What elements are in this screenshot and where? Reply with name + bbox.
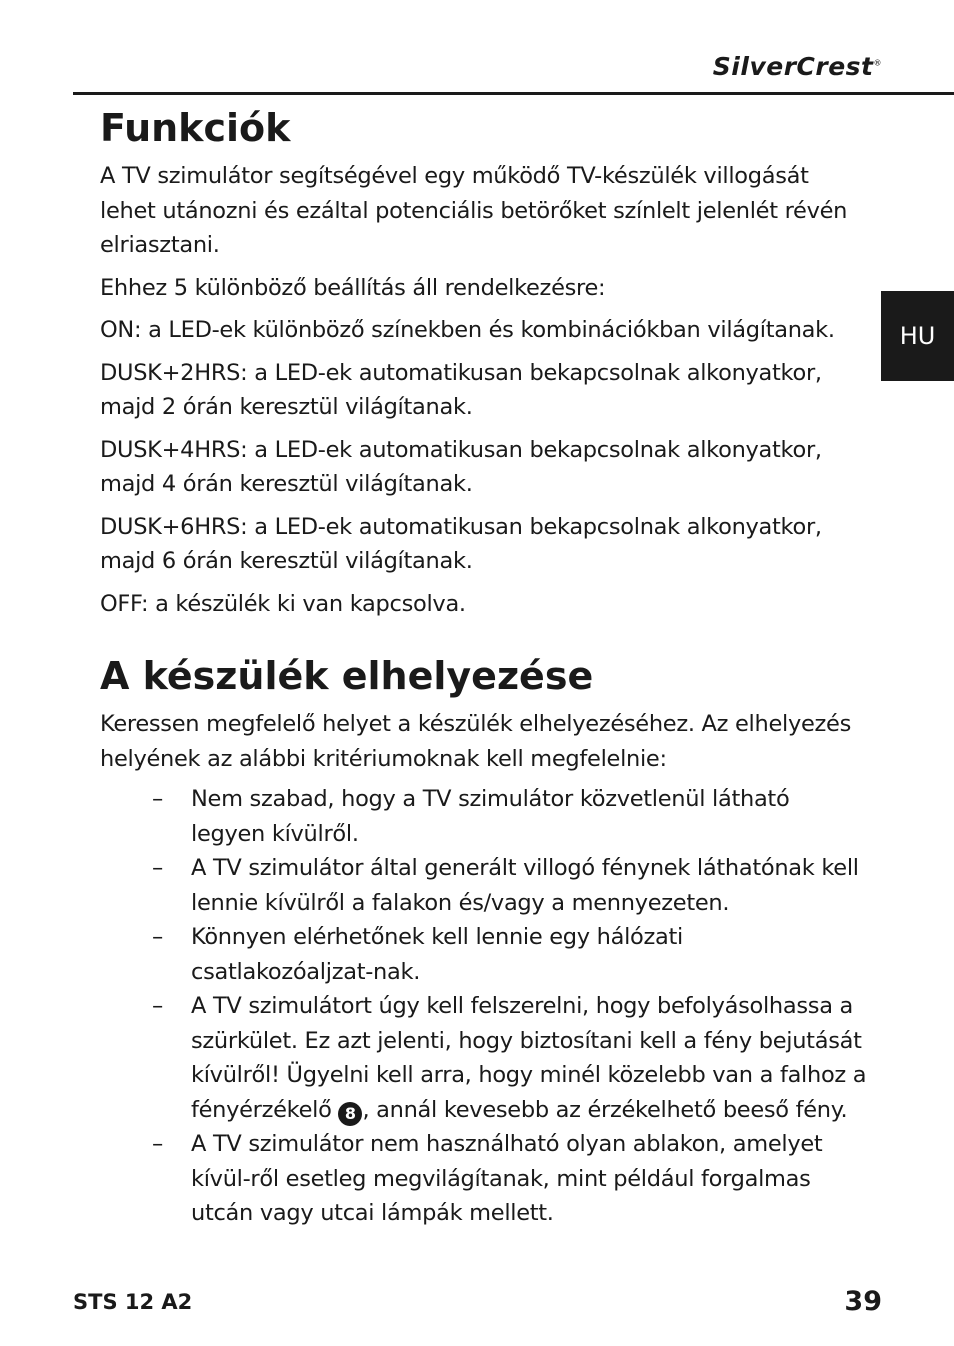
list-item: – A TV szimulátor által generált villogó fénynek láthatónak kell lennie kívülről a falakon és/vagy a mennyezeten. <box>100 851 870 920</box>
section-title-placement: A készülék elhelyezése <box>100 654 594 698</box>
criteria-list <box>100 782 870 1231</box>
paragraph: DUSK+2HRS: a LED-ek automatikusan bekapcsolnak alkonyatkor, majd 2 órán keresztül világítanak. <box>100 359 822 420</box>
section-title-functions: Funkciók <box>100 106 291 150</box>
paragraph: ON: a LED-ek különböző színekben és kombinációkban világítanak. <box>100 317 835 343</box>
paragraph: OFF: a készülék ki van kapcsolva. <box>100 590 466 617</box>
dash-bullet: – <box>152 993 163 1019</box>
brand-logo: SilverCrest® <box>712 52 882 81</box>
page-content <box>100 105 870 1231</box>
paragraph: Ehhez 5 különböző beállítás áll rendelkezésre: <box>100 274 606 301</box>
page-number: 39 <box>844 1286 882 1317</box>
dash-bullet: – <box>152 786 163 812</box>
dash-bullet: – <box>152 855 163 881</box>
part-reference-badge: 8 <box>338 1102 362 1126</box>
language-tab: HU <box>881 291 954 381</box>
header-rule <box>73 92 954 95</box>
dash-bullet: – <box>152 1131 163 1157</box>
list-item: – Könnyen elérhetőnek kell lennie egy hálózati csatlakozóaljzat-nak. <box>100 920 870 989</box>
model-number: STS 12 A2 <box>73 1290 193 1314</box>
paragraph: A TV szimulátor segítségével egy működő TV-készülék villogását lehet utánozni és ezáltal potenciális betörőket színlelt jelenlét révén elriasztani. <box>100 163 848 258</box>
dash-bullet: – <box>152 924 163 950</box>
list-item: – A TV szimulátort úgy kell felszerelni, hogy befolyásolhassa a szürkület. Ez azt jelenti, hogy biztosítani kell a fény bejutását kívülről! Ügyelni kell arra, hogy minél közelebb van a falhoz a fényérzékelő 8 , annál kevesebb az érzékelhető beeső fény. <box>100 989 870 1127</box>
list-item: – Nem szabad, hogy a TV szimulátor közvetlenül látható legyen kívülről. <box>100 782 870 851</box>
list-item: – A TV szimulátor nem használható olyan ablakon, amelyet kívül-ről esetleg megvilágítanak, mint például forgalmas utcán vagy utcai lámpák mellett. <box>100 1127 870 1231</box>
paragraph: Keressen megfelelő helyet a készülék elhelyezéséhez. Az elhelyezés helyének az alábbi kritériumoknak kell megfelelnie: <box>100 711 851 772</box>
paragraph: DUSK+4HRS: a LED-ek automatikusan bekapcsolnak alkonyatkor, majd 4 órán keresztül világítanak. <box>100 436 822 497</box>
paragraph: DUSK+6HRS: a LED-ek automatikusan bekapcsolnak alkonyatkor, majd 6 órán keresztül világítanak. <box>100 513 822 574</box>
